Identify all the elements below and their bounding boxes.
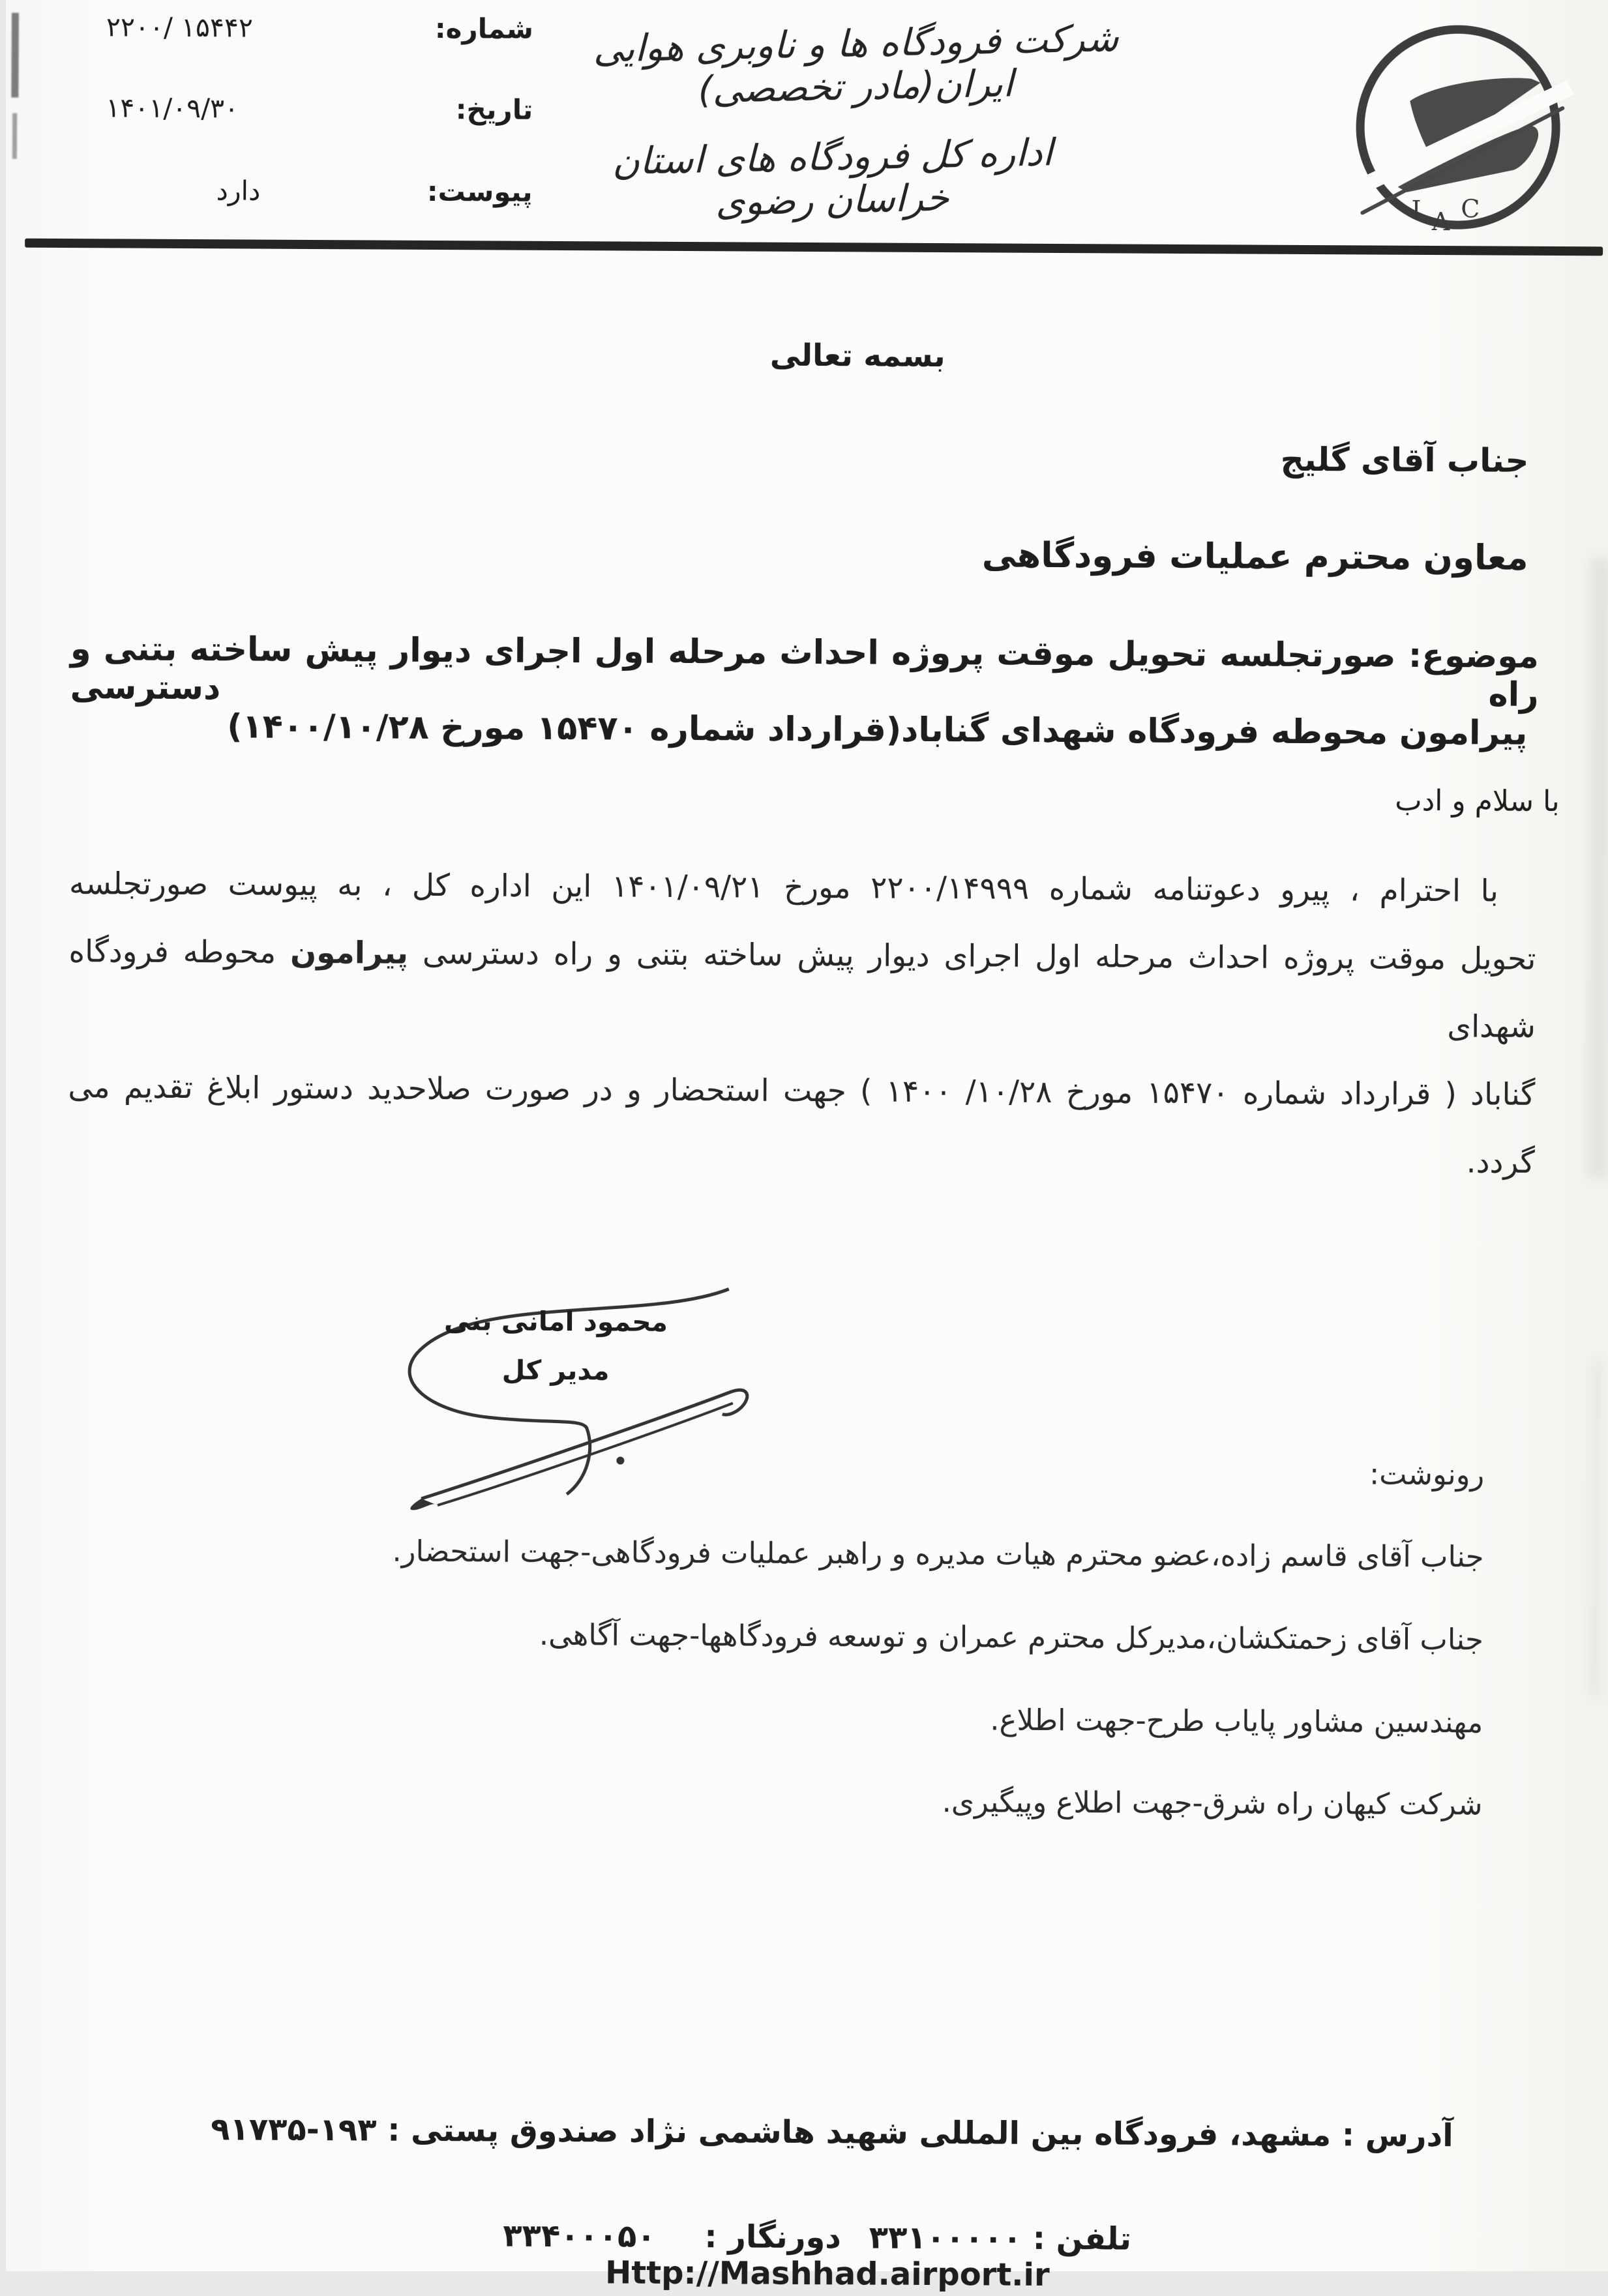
signer-title: مدیر کل (501, 1354, 610, 1387)
cc-item: مهندسین مشاور پایاب طرح-جهت اطلاع. (990, 1702, 1483, 1740)
body-line-3-text: گناباد ( قرارداد شماره ۱۵۴۷۰ مورخ (1052, 1074, 1536, 1113)
body-line-2-tail: محوطه فرودگاه شهدای (68, 934, 1536, 1045)
basmala: بسمه تعالی (769, 337, 945, 375)
contract-date: ۱۴۰۰ /۱۰/۲۸ (886, 1073, 1052, 1110)
body-line-2-text: تحویل موقت پروژه احداث مرحله اول اجرای دیوار پیش ساخته بتنی و راه دسترسی (408, 935, 1536, 977)
cc-item: شرکت کیهان راه شرق-جهت اطلاع وپیگیری. (942, 1784, 1483, 1822)
fax-label: دورنگار : (704, 2218, 842, 2256)
iac-logo-graphic (1331, 17, 1588, 246)
fax-value: ۳۳۴۰۰۰۵۰ (503, 2217, 656, 2255)
body-paragraph (68, 850, 1537, 1197)
body-line-3 (68, 1053, 1536, 1197)
scan-edge-mark (11, 13, 19, 98)
footer-contacts (274, 2216, 1344, 2295)
subject-line-2: پیرامون محوطه فرودگاه شهدای گناباد(قرارداد شماره ۱۵۴۷۰ مورخ ۱۴۰۰/۱۰/۲۸) (227, 707, 1528, 753)
signer-name: محمود امانی بنی (443, 1305, 668, 1338)
meta-row-number (106, 10, 533, 44)
salutation: با سلام و ادب (1395, 784, 1560, 819)
number-value: ۲۲۰۰/ ۱۵۴۴۲ (106, 11, 254, 44)
company-name-line: شرکت فرودگاه ها و ناوبری هوایی ایران(مادر تخصصی) (593, 16, 1119, 112)
meta-row-attachment (105, 173, 532, 207)
svg-text:A: A (1431, 207, 1450, 237)
meta-row-date (106, 91, 533, 125)
attachment-label: پیوست: (426, 175, 533, 208)
cc-label: رونوشت: (1369, 1456, 1485, 1492)
cc-item: جناب آقای قاسم زاده،عضو محترم هیات مدیره و راهبر عملیات فرودگاهی-جهت استحضار. (392, 1533, 1484, 1574)
svg-text:C: C (1461, 194, 1480, 224)
body-line-2-bold-word: پیرامون (290, 934, 409, 971)
address-text: آدرس : مشهد، فرودگاه بین المللی شهید هاشمی نژاد صندوق پستی : (376, 2112, 1453, 2155)
phone-label: تلفن : (1032, 2220, 1132, 2258)
subject-line-1: موضوع: صورتجلسه تحویل موقت پروژه احداث مرحله اول اجرای دیوار پیش ساخته بتنی و راه دسترسی (70, 630, 1540, 714)
date-label: تاریخ: (455, 93, 533, 126)
scan-streak (1588, 558, 1608, 1177)
date-value: ۱۴۰۱/۰۹/۳۰ (106, 92, 239, 125)
body-line-2 (68, 918, 1536, 1061)
svg-text:I: I (1411, 195, 1422, 224)
scanned-letter-page (6, 0, 1608, 2293)
signature-scribble (366, 1256, 788, 1525)
cc-item: جناب آقای زحمتکشان،مدیرکل محترم عمران و توسعه فرودگاهها-جهت آگاهی. (539, 1617, 1484, 1657)
letter-meta (106, 5, 534, 208)
iac-logo (1331, 17, 1588, 246)
website-url: Http://Mashhad.airport.ir (604, 2254, 1050, 2293)
directorate-name-line: اداره کل فرودگاه های استان خراسان رضوی (612, 131, 1053, 224)
recipient-title: معاون محترم عملیات فرودگاهی (981, 535, 1528, 578)
attachment-value: دارد (216, 175, 261, 207)
signature-block (366, 1256, 788, 1525)
recipient-name: جناب آقای گلیج (1280, 440, 1529, 480)
scan-streak (1589, 1360, 1603, 1699)
body-line-3-tail: ) جهت استحضار و در صورت صلاحدید دستور ابلاغ تقدیم می گردد. (68, 1069, 1535, 1181)
scan-edge-mark (12, 113, 17, 159)
phone-value: ۳۳۱۰۰۰۰۰ (869, 2219, 1022, 2257)
footer-address (196, 2111, 1468, 2154)
postal-code: ۹۱۷۳۵-۱۹۳ (211, 2111, 377, 2149)
body-line-1: با احترام ، پیرو دعوتنامه شماره ۲۲۰۰/۱۴۹۹۹ مورخ ۱۴۰۱/۰۹/۲۱ این اداره کل ، به پیوست صورتجلسه (68, 866, 1499, 909)
number-label: شماره: (434, 12, 534, 45)
